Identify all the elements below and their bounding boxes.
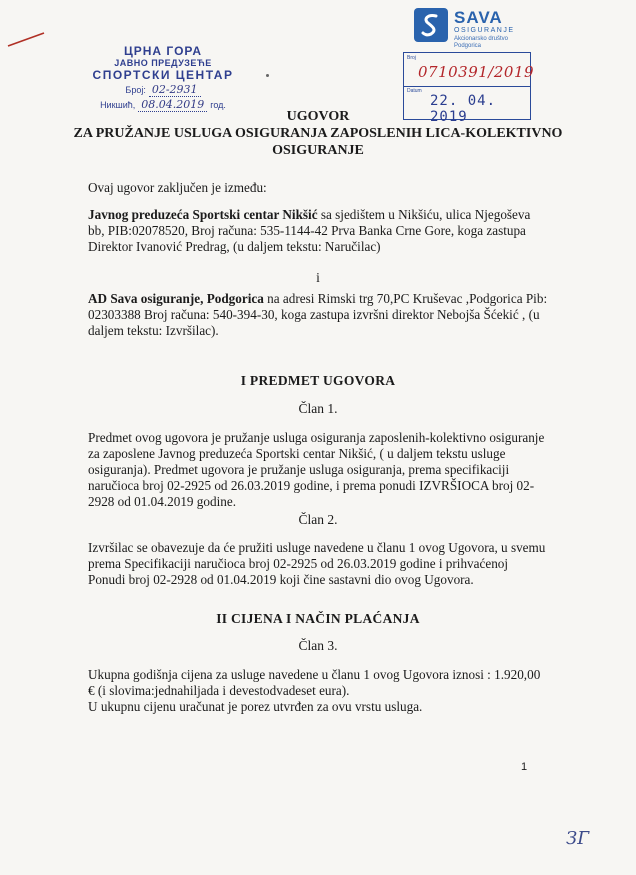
reception-date: 22. 04. 2019 bbox=[430, 93, 497, 125]
sava-logo-icon bbox=[414, 8, 448, 42]
article-3-text-2: U ukupnu cijenu uračunat je porez utvrđen za ovu vrstu usluga. bbox=[88, 699, 423, 714]
intro-paragraph: Ovaj ugovor zaključen je između: bbox=[88, 180, 267, 195]
logo-tagline: OSIGURANJE bbox=[454, 27, 515, 34]
article-2-label: Član 2. bbox=[298, 512, 338, 527]
document-title-line-2: ZA PRUŽANJE USLUGA OSIGURANJA ZAPOSLENIH LICA-KOLEKTIVNO bbox=[73, 126, 563, 141]
stamp-line-2: ЈАВНО ПРЕДУЗЕЋЕ bbox=[114, 58, 212, 68]
stamp-line-1: ЦРНА ГОРА bbox=[123, 44, 203, 58]
article-3-text: Ukupna godišnja cijena za usluge navedene u članu 1 ovog Ugovora iznosi : 1.920,00 € (i slovima:jednahiljada i devestodvadeset eura). bbox=[88, 667, 541, 698]
party-2-text: na adresi Rimski trg 70,PC Kruševac ,Podgorica Pib: 02303388 Broj računa: 540-394-30, koga zastupa izvršni direktor Nebojša Šćekić , (u daljem tekstu: Izvršilac). bbox=[88, 291, 548, 338]
registration-stamp bbox=[78, 44, 248, 112]
logo-company-line-1: Akcionarsko društvo bbox=[454, 36, 509, 42]
stamp-number-label: Број: bbox=[125, 85, 146, 95]
party-1-paragraph bbox=[88, 207, 548, 255]
reception-date-label: Datum bbox=[407, 88, 422, 94]
party-2-name: AD Sava osiguranje, Podgorica bbox=[88, 291, 264, 306]
reception-number-label: Broj bbox=[407, 55, 416, 61]
stamp-number-row bbox=[78, 83, 248, 97]
logo-company-line-2: Podgorica bbox=[454, 43, 482, 49]
party-1-name: Javnog preduzeća Sportski centar Nikšić bbox=[88, 207, 318, 222]
article-2-text: Izvršilac se obavezuje da će pružiti usluge navedene u članu 1 ovog Ugovora, u svemu prema Specifikaciji naručioca broj 02-2925 od 26.03.2019 godine i prihvaćenoj Ponudi broj 02-2928 od 01.04.2019 koji čine sastavni dio ovog Ugovora. bbox=[88, 540, 546, 587]
handwritten-initials: ЗГ bbox=[566, 828, 590, 849]
stamp-number-value: 02-2931 bbox=[149, 83, 201, 97]
stamp-line-3: СПОРТСКИ ЦЕНТАР bbox=[92, 68, 234, 82]
party-1-text: sa sjedištem u Nikšiću, ulica Njegoševa bb, PIB:02078520, Broj računa: 535-1144-42 Prva Banka Crne Gore, koga zastupa Direktor Ivanović Predrag, (u daljem tekstu: Naručilac) bbox=[88, 207, 531, 254]
reception-divider bbox=[404, 86, 530, 87]
document-title-line-3: OSIGURANJE bbox=[272, 143, 364, 158]
stamp-year-label: год. bbox=[210, 100, 226, 110]
stamp-date-value: 08.04.2019 bbox=[138, 98, 207, 112]
page-number: 1 bbox=[521, 761, 528, 773]
logo-name: SAVA bbox=[454, 8, 503, 27]
pen-mark bbox=[6, 30, 46, 48]
section-1-heading: I PREDMET UGOVORA bbox=[240, 373, 396, 388]
document-title-line-1: UGOVOR bbox=[286, 109, 350, 124]
section-2-heading: II CIJENA I NAČIN PLAĆANJA bbox=[216, 611, 420, 626]
article-1-text: Predmet ovog ugovora je pružanje usluga osiguranja zaposlenih-kolektivno osiguranje za zaposlene Javnog preduzeća Sportski centar Nikšić, ( u daljem tekstu usluge osiguranja). Predmet ugovora je pružanje usluga osiguranja, prema specifikaciji naručioca broj 02-2925 od 26.03.2019 godine, i prema ponudi IZVRŠIOCA broj 02-2928 od 01.04.2019 godine. bbox=[88, 430, 545, 509]
party-2-paragraph bbox=[88, 291, 548, 339]
article-3-label: Član 3. bbox=[298, 638, 338, 653]
reception-number: 0710391/2019 bbox=[418, 63, 535, 81]
and-separator: i bbox=[316, 270, 320, 285]
sava-logo-text bbox=[454, 9, 515, 50]
ink-dot bbox=[266, 74, 269, 77]
stamp-city-label: Никшић, bbox=[100, 100, 136, 110]
article-1-label: Član 1. bbox=[298, 401, 338, 416]
